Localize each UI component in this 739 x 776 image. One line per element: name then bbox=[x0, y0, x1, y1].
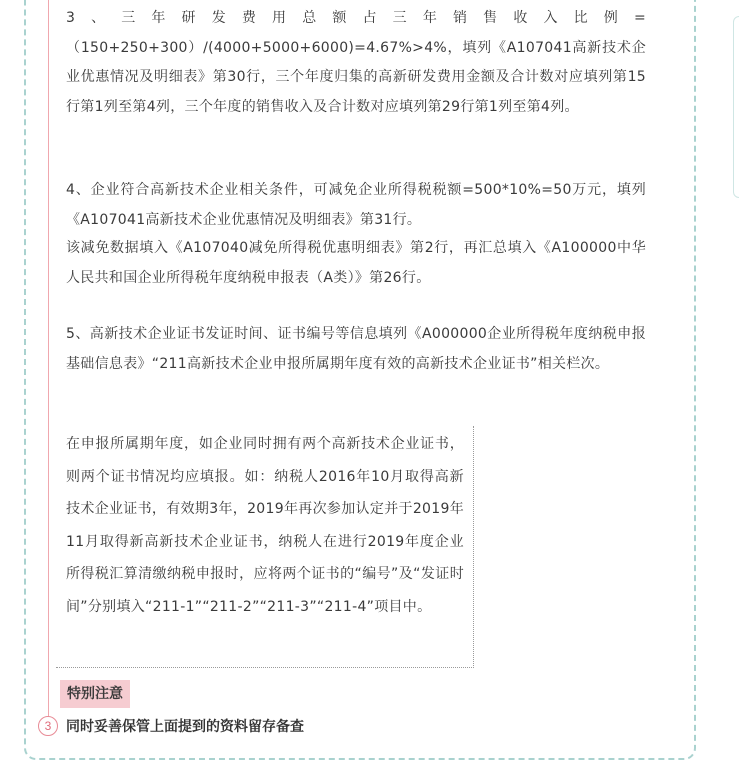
paragraph-5: 5、高新技术企业证书发证时间、证书编号等信息填列《A000000企业所得税年度纳税申报基础信息表》“211高新技术企业申报所属期年度有效的高新技术企业证书”相关栏次。 bbox=[66, 326, 646, 372]
timeline-line bbox=[48, 0, 49, 716]
note-box bbox=[56, 426, 474, 668]
paragraph-4b: 该减免数据填入《A107040减免所得税优惠明细表》第2行，再汇总填入《A100000中华人民共和国企业所得税年度纳税申报表（A类）》第26行。 bbox=[66, 240, 646, 286]
special-attention-label: 特别注意 bbox=[60, 680, 130, 708]
note-text: 在申报所属期年度，如企业同时拥有两个高新技术企业证书，则两个证书情况均应填报。如：纳税人2016年10月取得高新技术企业证书，有效期3年，2019年再次参加认定并于2019年11月取得新高新技术企业证书，纳税人在进行2019年度企业所得税汇算清缴纳税申报时，应将两个证书的“编号”及“发证时间”分别填入“211-1”“211-2”“211-3”“211-4”项目中。 bbox=[66, 436, 464, 615]
step-text: 同时妥善保管上面提到的资料留存备查 bbox=[66, 719, 304, 735]
side-card-edge bbox=[733, 16, 739, 198]
paragraph-4a: 4、企业符合高新技术企业相关条件，可减免企业所得税税额=500*10%=50万元，填列《A107041高新技术企业优惠情况及明细表》第31行。 bbox=[66, 182, 646, 228]
step-number-badge: 3 bbox=[38, 716, 58, 736]
paragraph-3: 3、三年研发费用总额占三年销售收入比例=（150+250+300）/(4000+5000+6000)=4.67%>4%，填列《A107041高新技术企业优惠情况及明细表》第30行，三个年度归集的高新研发费用金额及合计数对应填列第15行第1列至第4列，三个年度的销售收入及合计数对应填列第29行第1列至第4列。 bbox=[66, 10, 646, 115]
